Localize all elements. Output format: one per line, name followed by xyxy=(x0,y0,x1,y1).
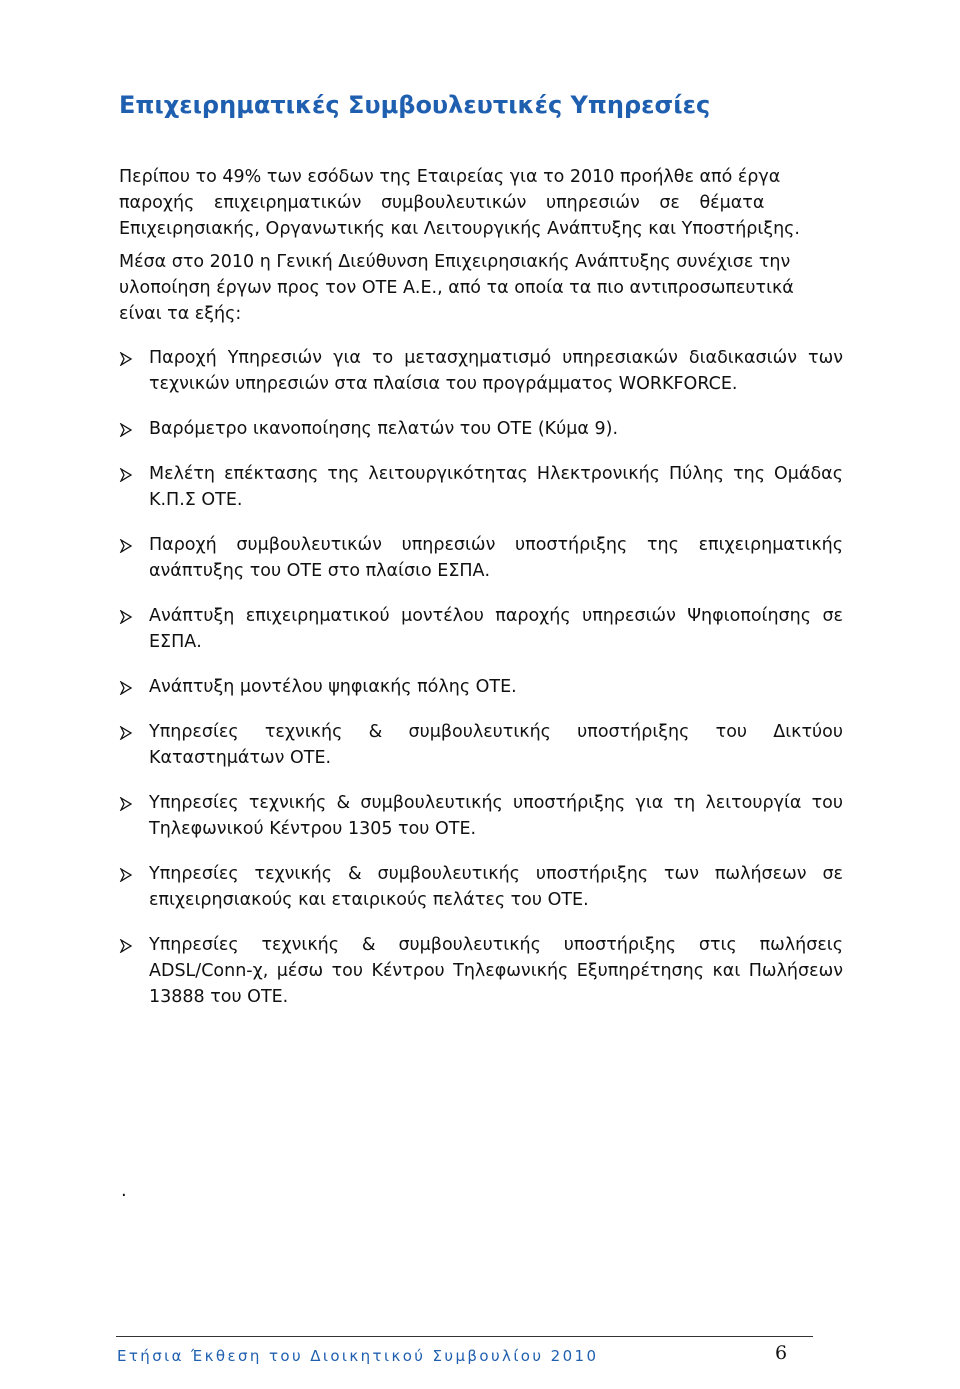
list-item-text: Ανάπτυξη επιχειρηματικού μοντέλου παροχής υπηρεσιών Ψηφιοποίησης σε ΕΣΠΑ. xyxy=(149,606,843,652)
list-item xyxy=(119,416,843,442)
intro-paragraph xyxy=(119,164,843,242)
list-item-text: Μελέτη επέκτασης της λειτουργικότητας Ηλεκτρονικής Πύλης της Ομάδας Κ.Π.Σ ΟΤΕ. xyxy=(149,464,843,510)
list-item-text: Υπηρεσίες τεχνικής & συμβουλευτικής υποστήριξης στις πωλήσεις ADSL/Conn-χ, μέσω του Κέντρου Τηλεφωνικής Εξυπηρέτησης και Πωλήσεων 13888 του ΟΤΕ. xyxy=(149,935,843,1007)
list-item-text: Υπηρεσίες τεχνικής & συμβουλευτικής υποστήριξης των πωλήσεων σε επιχειρησιακούς και εταιρικούς πελάτες του ΟΤΕ. xyxy=(149,864,843,910)
list-item xyxy=(119,603,843,655)
list-item-text: Βαρόμετρο ικανοποίησης πελατών του ΟΤΕ (Κύμα 9). xyxy=(149,419,619,439)
list-item xyxy=(119,532,843,584)
paragraph-line: είναι τα εξής: xyxy=(119,304,242,324)
list-item xyxy=(119,861,843,913)
paragraph-line: Περίπου το 49% των εσόδων της Εταιρείας για το 2010 προήλθε από έργα xyxy=(119,167,781,187)
arrow-bullet-icon xyxy=(119,797,133,811)
paragraph-line: παροχής επιχειρηματικών συμβουλευτικών υπηρεσιών σε θέματα xyxy=(119,193,765,213)
arrow-bullet-icon xyxy=(119,352,133,366)
list-item-text: Ανάπτυξη μοντέλου ψηφιακής πόλης ΟΤΕ. xyxy=(149,677,517,697)
arrow-bullet-icon xyxy=(119,610,133,624)
list-item-text: Υπηρεσίες τεχνικής & συμβουλευτικής υποστήριξης του Δικτύου Καταστημάτων ΟΤΕ. xyxy=(149,722,843,768)
footer-divider xyxy=(116,1336,813,1337)
list-item xyxy=(119,790,843,842)
arrow-bullet-icon xyxy=(119,539,133,553)
section-heading: Επιχειρηματικές Συμβουλευτικές Υπηρεσίες xyxy=(119,91,711,119)
paragraph-line: Επιχειρησιακής, Οργανωτικής και Λειτουργικής Ανάπτυξης και Υποστήριξης. xyxy=(119,219,800,239)
arrow-bullet-icon xyxy=(119,726,133,740)
footer-title: Ετήσια Έκθεση του Διοικητικού Συμβουλίου 2010 xyxy=(117,1347,599,1365)
list-item xyxy=(119,345,843,397)
stray-period: . xyxy=(121,1180,127,1201)
list-item-text: Παροχή Υπηρεσιών για το μετασχηματισμό υπηρεσιακών διαδικασιών των τεχνικών υπηρεσιών στα πλαίσια του προγράμματος WORKFORCE. xyxy=(149,348,843,394)
projects-list xyxy=(119,345,843,1029)
list-item xyxy=(119,674,843,700)
paragraph-line: Μέσα στο 2010 η Γενική Διεύθυνση Επιχειρησιακής Ανάπτυξης συνέχισε την xyxy=(119,252,791,272)
arrow-bullet-icon xyxy=(119,468,133,482)
arrow-bullet-icon xyxy=(119,868,133,882)
paragraph-line: υλοποίηση έργων προς τον ΟΤΕ Α.Ε., από τα οποία τα πιο αντιπροσωπευτικά xyxy=(119,278,794,298)
projects-paragraph xyxy=(119,249,843,327)
list-item xyxy=(119,932,843,1010)
list-item-text: Υπηρεσίες τεχνικής & συμβουλευτικής υποστήριξης για τη λειτουργία του Τηλεφωνικού Κέντρου 1305 του ΟΤΕ. xyxy=(149,793,843,839)
page-number: 6 xyxy=(775,1342,788,1364)
list-item-text: Παροχή συμβουλευτικών υπηρεσιών υποστήριξης της επιχειρηματικής ανάπτυξης του ΟΤΕ στο πλαίσιο ΕΣΠΑ. xyxy=(149,535,843,581)
list-item xyxy=(119,461,843,513)
arrow-bullet-icon xyxy=(119,939,133,953)
list-item xyxy=(119,719,843,771)
arrow-bullet-icon xyxy=(119,423,133,437)
arrow-bullet-icon xyxy=(119,681,133,695)
